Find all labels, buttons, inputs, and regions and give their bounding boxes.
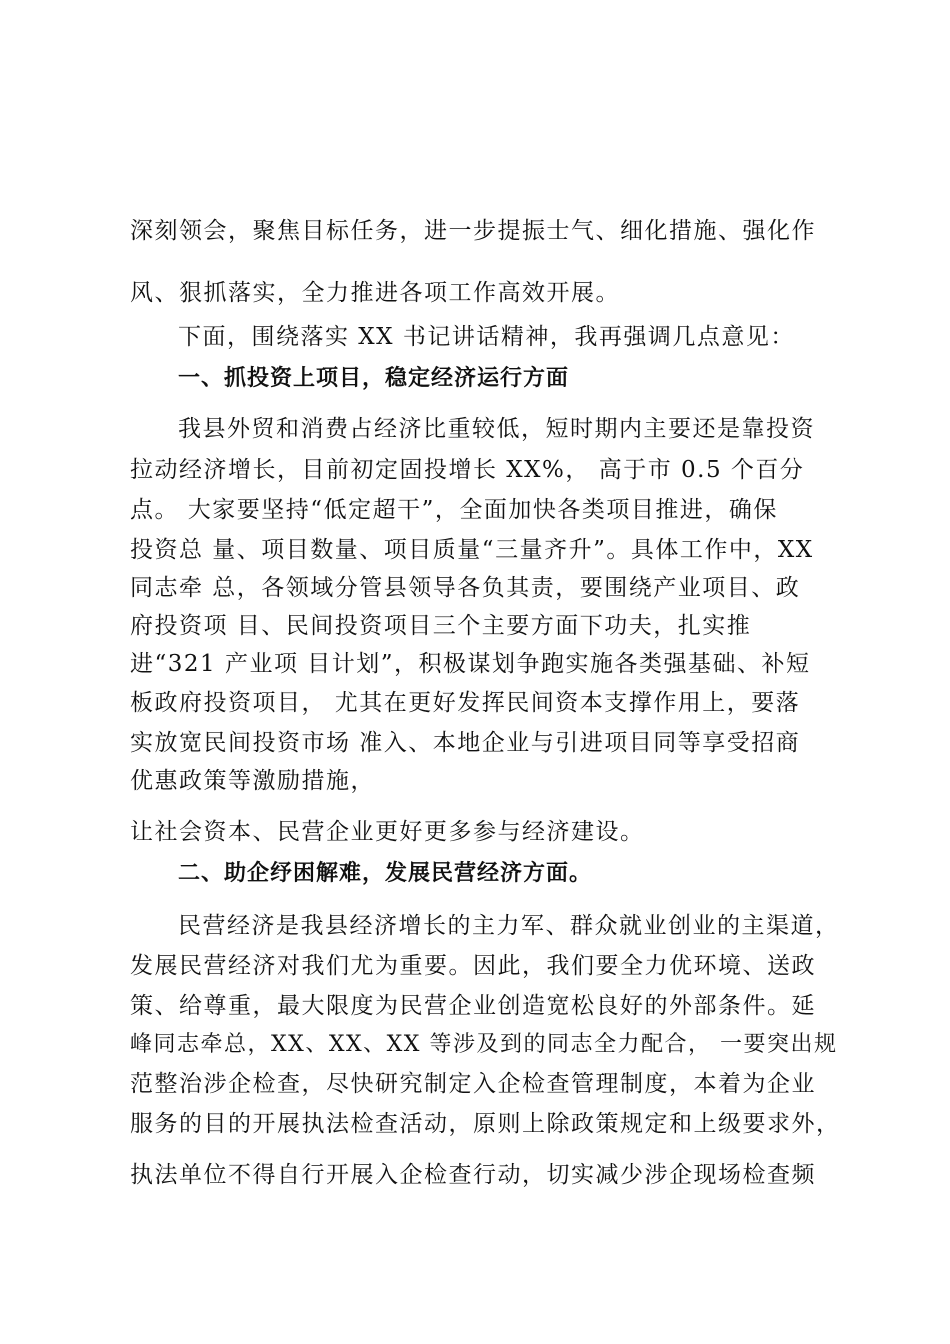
body-line-14: 优惠政策等激励措施， <box>130 768 375 794</box>
section-heading-2: 二、助企纾困解难，发展民营经济方面。 <box>178 861 593 886</box>
body-line-8: 投资总 量、项目数量、项目质量“三量齐升”。具体工作中，XX <box>130 537 814 563</box>
body-line-3: 下面，围绕落实 XX 书记讲话精神，我再强调几点意见： <box>178 324 795 350</box>
body-line-9: 同志牵 总，各领域分管县领导各负其责，要围绕产业项目、政 <box>130 575 801 601</box>
body-line-18: 发展民营经济对我们尤为重要。因此，我们要全力优环境、送政 <box>130 953 816 979</box>
body-line-17: 民营经济是我县经济增长的主力军、群众就业创业的主渠道， <box>178 913 840 939</box>
body-line-23: 执法单位不得自行开展入企检查行动，切实减少涉企现场检查频 <box>130 1162 816 1188</box>
section-heading-1: 一、抓投资上项目，稳定经济运行方面 <box>178 366 570 391</box>
body-line-21: 范整治涉企检查，尽快研究制定入企检查管理制度，本着为企业 <box>130 1071 816 1097</box>
body-line-6: 拉动经济增长，目前初定固投增长 XX%， 高于市 0.5 个百分 <box>130 457 805 483</box>
body-line-13: 实放宽民间投资市场 准入、本地企业与引进项目同等享受招商 <box>130 730 801 756</box>
body-line-5: 我县外贸和消费占经济比重较低，短时期内主要还是靠投资 <box>178 416 815 442</box>
body-line-20: 峰同志牵总，XX、XX、XX 等涉及到的同志全力配合， 一要突出规 <box>130 1032 838 1057</box>
body-line-12: 板政府投资项目， 尤其在更好发挥民间资本支撑作用上，要落 <box>130 690 801 716</box>
body-line-11: 进“321 产业项 目计划”，积极谋划争跑实施各类强基础、补短 <box>130 651 811 677</box>
body-line-7: 点。 大家要坚持“低定超干”，全面加快各类项目推进，确保 <box>130 497 778 523</box>
body-line-22: 服务的目的开展执法检查活动，原则上除政策规定和上级要求外， <box>130 1111 841 1137</box>
body-line-10: 府投资项 目、民间投资项目三个主要方面下功夫，扎实推 <box>130 613 752 639</box>
body-line-15: 让社会资本、民营企业更好更多参与经济建设。 <box>130 819 645 845</box>
body-line-1: 深刻领会，聚焦目标任务，进一步提振士气、细化措施、强化作 <box>130 218 816 244</box>
body-line-19: 策、给尊重，最大限度为民营企业创造宽松良好的外部条件。延 <box>130 993 816 1019</box>
body-line-2: 风、狠抓落实，全力推进各项工作高效开展。 <box>130 280 620 306</box>
